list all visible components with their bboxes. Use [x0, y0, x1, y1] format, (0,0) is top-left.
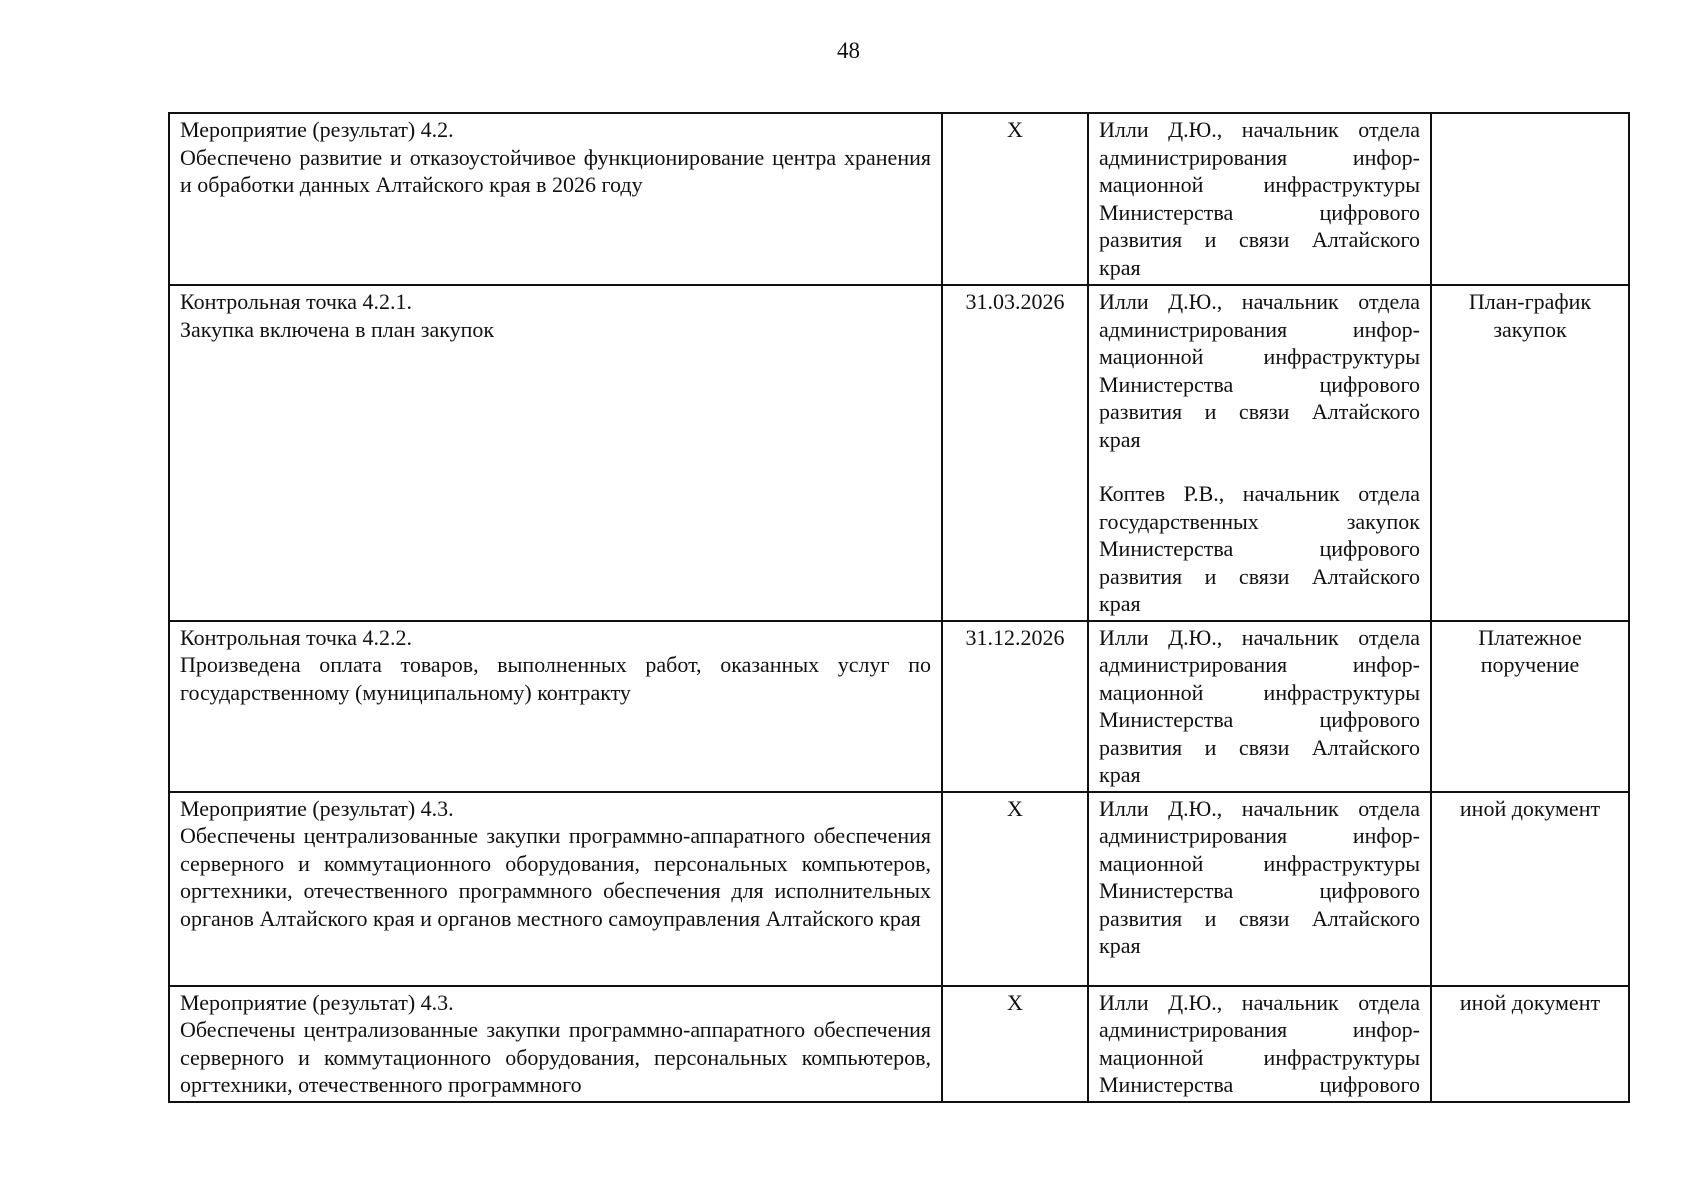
- date-cell: X: [942, 113, 1088, 285]
- responsible-person: Илли Д.Ю., начальник отдела администрирования инфор- мационной инфраструктуры Министерства цифрового развития и связи Алтайского края: [1099, 795, 1420, 958]
- responsible-cell: [1088, 792, 1431, 986]
- table-row: [169, 113, 1629, 285]
- description-cell: [169, 621, 942, 792]
- responsible-cell: [1088, 113, 1431, 285]
- description-cell: [169, 113, 942, 285]
- date-cell: X: [942, 986, 1088, 1102]
- responsible-person: Илли Д.Ю., начальник отдела администрирования инфор- мационной инфраструктуры Министерства цифрового развития и связи Алтайского края: [1099, 624, 1420, 787]
- table-row: [169, 792, 1629, 986]
- table-row: [169, 285, 1629, 621]
- description-cell: [169, 792, 942, 986]
- responsible-person: Илли Д.Ю., начальник отдела администрирования инфор- мационной инфраструктуры Министерства цифрового: [1099, 989, 1420, 1097]
- row-title: Мероприятие (результат) 4.3.: [180, 989, 454, 1015]
- row-description: Произведена оплата товаров, выполненных работ, оказанных услуг по государственному (муниципальному) контракту: [180, 652, 931, 705]
- row-description: Закупка включена в план закупок: [180, 316, 495, 342]
- responsible-cell: [1088, 285, 1431, 621]
- date-cell: 31.03.2026: [942, 285, 1088, 621]
- row-title: Контрольная точка 4.2.1.: [180, 289, 413, 314]
- row-description: Обеспечено развитие и отказоустойчивое функционирование центра хранения и обработки данных Алтайского края в 2026 году: [180, 144, 931, 197]
- responsible-person: Илли Д.Ю., начальник отдела администрирования инфор- мационной инфраструктуры Министерства цифрового развития и связи Алтайского края: [1099, 117, 1420, 280]
- table-row: [169, 621, 1629, 792]
- page-number: 48: [837, 38, 860, 63]
- responsible-cell: [1088, 986, 1431, 1102]
- document-cell: иной документ: [1431, 986, 1629, 1102]
- activities-table: [168, 112, 1630, 1103]
- description-cell: [169, 986, 942, 1102]
- row-title: Контрольная точка 4.2.2.: [180, 624, 413, 650]
- document-cell: иной документ: [1431, 792, 1629, 986]
- date-cell: X: [942, 792, 1088, 986]
- date-cell: 31.12.2026: [942, 621, 1088, 792]
- responsible-person: Илли Д.Ю., начальник отдела администрирования инфор- мационной инфраструктуры Министерства цифрового развития и связи Алтайского края: [1099, 289, 1420, 452]
- document-cell: План-график закупок: [1431, 285, 1629, 621]
- row-title: Мероприятие (результат) 4.2.: [180, 117, 454, 142]
- responsible-person: Коптев Р.В., начальник отдела государственных закупок Министерства цифрового развития и связи Алтайского края: [1099, 481, 1420, 616]
- row-title: Мероприятие (результат) 4.3.: [180, 795, 454, 821]
- document-cell: Платежное поручение: [1431, 621, 1629, 792]
- responsible-cell: [1088, 621, 1431, 792]
- row-description: Обеспечены централизованные закупки программно-аппаратного обеспечения серверного и коммутационного оборудования, персональных компьютеров, оргтехники, отечественного программного обеспечения для исполнительных органов Алтайского края и органов местного самоуправления Алтайского края: [180, 823, 931, 931]
- row-description: Обеспечены централизованные закупки программно-аппаратного обеспечения серверного и коммутационного оборудования, персональных компьютеров, оргтехники, отечественного программного: [180, 1017, 931, 1097]
- document-cell: [1431, 113, 1629, 285]
- table-row: [169, 986, 1629, 1102]
- description-cell: [169, 285, 942, 621]
